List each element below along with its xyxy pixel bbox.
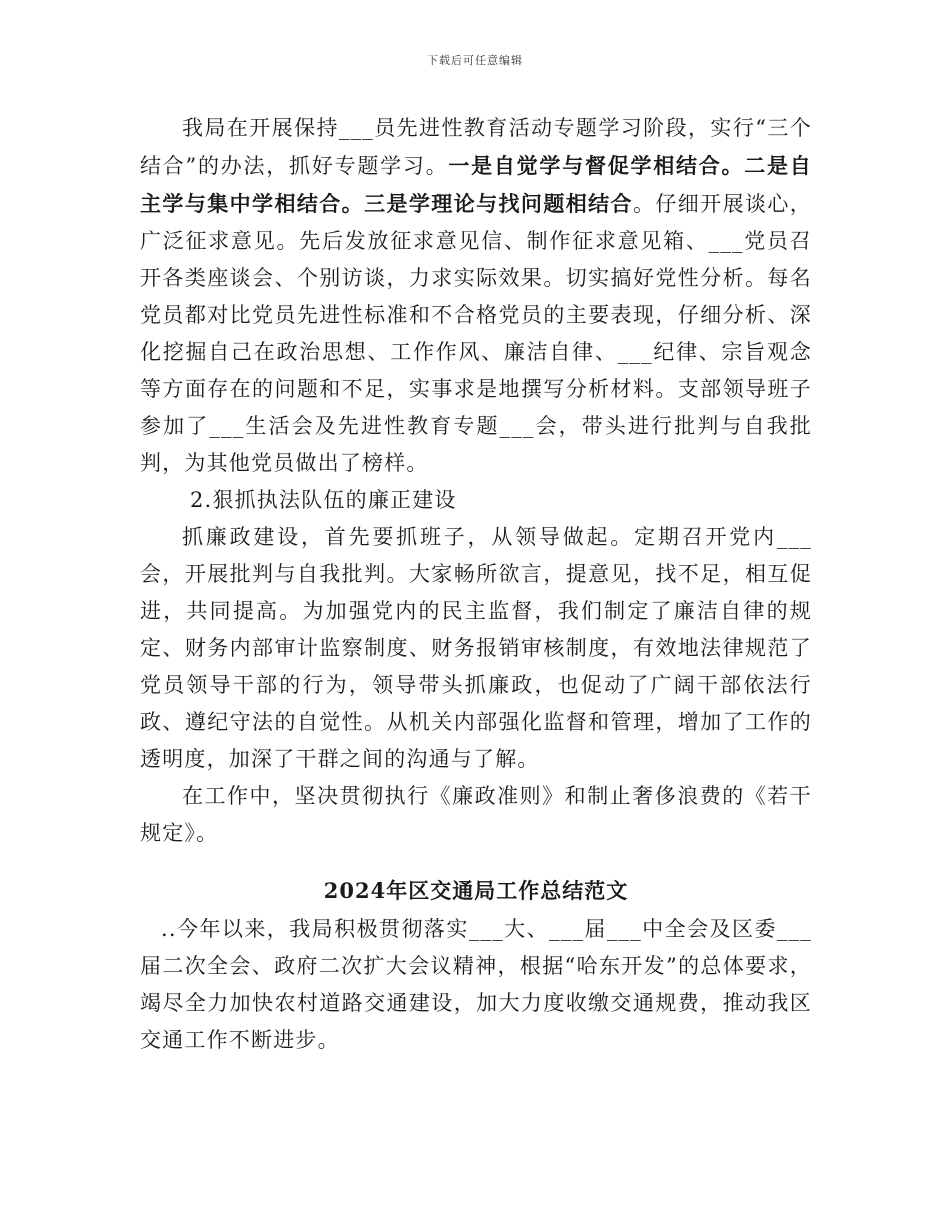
paragraph-transport-summary: ..今年以来，我局积极贯彻落实___大、___届___中全会及区委___届二次全会、政府二次扩大会议精神，根据“哈东开发”的总体要求，竭尽全力加快农村道路交通建设，加大力度收缴交通规费，推动我区交通工作不断进步。 (140, 917, 812, 1052)
paragraph-study-activities (140, 110, 812, 482)
document-body (140, 110, 812, 1059)
paragraph-integrity: 抓廉政建设，首先要抓班子，从领导做起。定期召开党内___会，开展批判与自我批判。大家畅所欲言，提意见，找不足，相互促进，共同提高。为加强党内的民主监督，我们制定了廉洁自律的规定、财务内部审计监察制度、财务报销审核制度，有效地法律规范了党员领导干部的行为，领导带头抓廉政，也促动了广阔干部依法行政、遵纪守法的自觉性。从机关内部强化监督和管理，增加了工作的透明度，加深了干群之间的沟通与了解。 (140, 525, 812, 771)
subheading-integrity-building: 2.狠抓执法队伍的廉正建设 (190, 488, 457, 512)
paragraph-text: 我局在开展保持___员先进性教育活动专题学习阶段，实行“三个结合”的办法，抓好专题学习。 (140, 116, 812, 178)
paragraph-regulations: 在工作中，坚决贯彻执行《廉政准则》和制止奢侈浪费的《若干规定》。 (140, 784, 812, 845)
bold-text: 一是自觉学与督促学相结合。二是自主学与集中学相结合。三是学理论与找问题相结合 (140, 153, 812, 216)
page-header: 下载后可任意编辑 (427, 54, 523, 67)
section-title: 2024年区交通局工作总结范文 (323, 878, 629, 903)
paragraph-text: 。仔细开展谈心，广泛征求意见。先后发放征求意见信、制作征求意见箱、___党员召开各类座谈会、个别访谈，力求实际效果。切实搞好党性分析。每名党员都对比党员先进性标准和不合格党员的主要表现，仔细分析、深化挖掘自己在政治思想、工作作风、廉洁自律、___纪律、宗旨观念等方面存在的问题和不足，实事求是地撰写分析材料。支部领导班子参加了___生活会及先进性教育专题___会，带头进行批判与自我批判，为其他党员做出了榜样。 (140, 192, 812, 475)
